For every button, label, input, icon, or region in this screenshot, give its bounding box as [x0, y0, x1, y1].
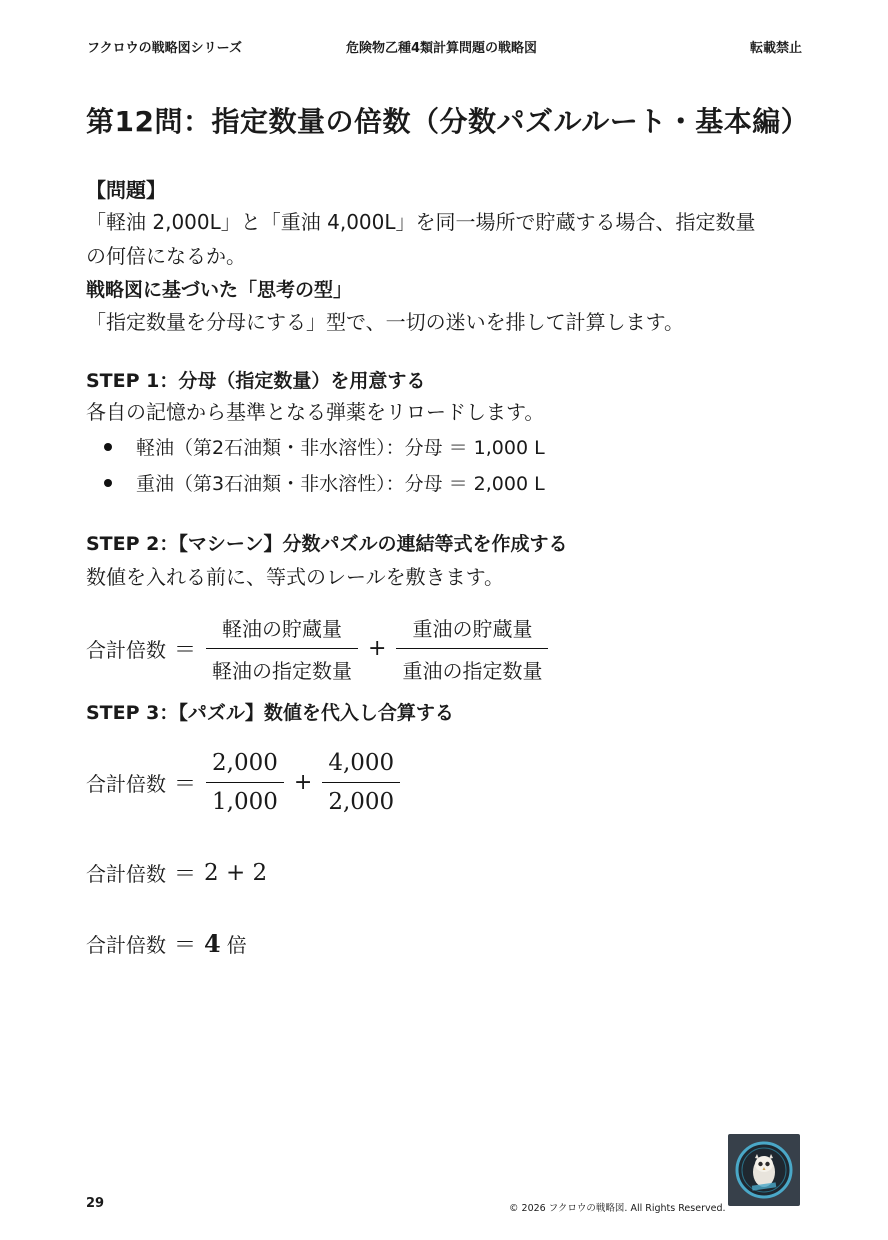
bullet-text: 軽油（第2石油類・非水溶性）：分母 ＝ 1,000 L [136, 437, 545, 459]
page-number: 29 [86, 1196, 105, 1211]
problem-heading: 【問題】 [86, 178, 166, 202]
bullet-dot-icon [104, 443, 112, 451]
numerator: 4,000 [328, 750, 395, 776]
numerator: 軽油の貯蔵量 [222, 617, 343, 641]
equals-sign: ＝ [174, 862, 197, 887]
step1-heading: STEP 1：分母（指定数量）を用意する [86, 370, 426, 392]
formula-lhs: 合計倍数 [86, 933, 166, 957]
denominator: 軽油の指定数量 [206, 648, 358, 684]
sum-expression: 2 + 2 [204, 859, 268, 886]
strategy-heading: 戦略図に基づいた「思考の型」 [86, 279, 353, 301]
numerator: 2,000 [212, 750, 278, 776]
formula-substituted [86, 750, 402, 815]
fraction-heavy-oil [322, 750, 400, 815]
copyright: © 2026 フクロウの戦略図. All Rights Reserved. [509, 1203, 726, 1214]
fraction-light-oil [206, 750, 284, 815]
bullet-dot-icon [104, 479, 112, 487]
result-unit: 倍 [226, 933, 247, 957]
formula-result [86, 928, 247, 959]
series-name: フクロウの戦略図シリーズ [87, 41, 242, 56]
step3-heading: STEP 3：【パズル】数値を代入し合算する [86, 702, 454, 724]
copy-notice: 転載禁止 [750, 41, 803, 56]
owl-logo-icon [728, 1134, 800, 1206]
step2-heading: STEP 2：【マシーン】分数パズルの連結等式を作成する [86, 533, 568, 555]
formula-lhs: 合計倍数 [86, 862, 166, 886]
page-title: 第12問：指定数量の倍数（分数パズルルート・基本編） [86, 105, 810, 138]
page-header [0, 0, 888, 62]
step2-text: 数値を入れる前に、等式のレールを敷きます。 [86, 565, 504, 589]
bullet-text: 重油（第3石油類・非水溶性）：分母 ＝ 2,000 L [136, 473, 545, 495]
formula-sum [86, 857, 267, 888]
fraction-heavy-oil [396, 613, 548, 684]
numerator: 重油の貯蔵量 [412, 617, 533, 641]
equals-sign: ＝ [174, 638, 197, 663]
formula-template [86, 613, 550, 684]
fraction-light-oil [206, 613, 358, 684]
formula-lhs: 合計倍数 [86, 772, 166, 796]
problem-line-2: の何倍になるか。 [86, 244, 246, 268]
strategy-text: 「指定数量を分母にする」型で、一切の迷いを排して計算します。 [86, 310, 684, 334]
step1-text: 各自の記憶から基準となる弾薬をリロードします。 [86, 400, 545, 424]
plus-sign: + [368, 636, 387, 661]
denominator: 2,000 [322, 782, 400, 815]
equals-sign: ＝ [174, 933, 197, 958]
formula-lhs: 合計倍数 [86, 638, 166, 662]
list-item [104, 469, 545, 496]
list-item [104, 433, 545, 460]
denominator: 1,000 [206, 782, 284, 815]
equals-sign: ＝ [174, 772, 197, 797]
denominator: 重油の指定数量 [396, 648, 548, 684]
problem-line-1: 「軽油 2,000L」と「重油 4,000L」を同一場所で貯蔵する場合、指定数量 [86, 210, 756, 234]
result-value: 4 [204, 929, 221, 958]
book-title: 危険物乙種4類計算問題の戦略図 [346, 41, 538, 56]
plus-sign: + [293, 770, 313, 795]
